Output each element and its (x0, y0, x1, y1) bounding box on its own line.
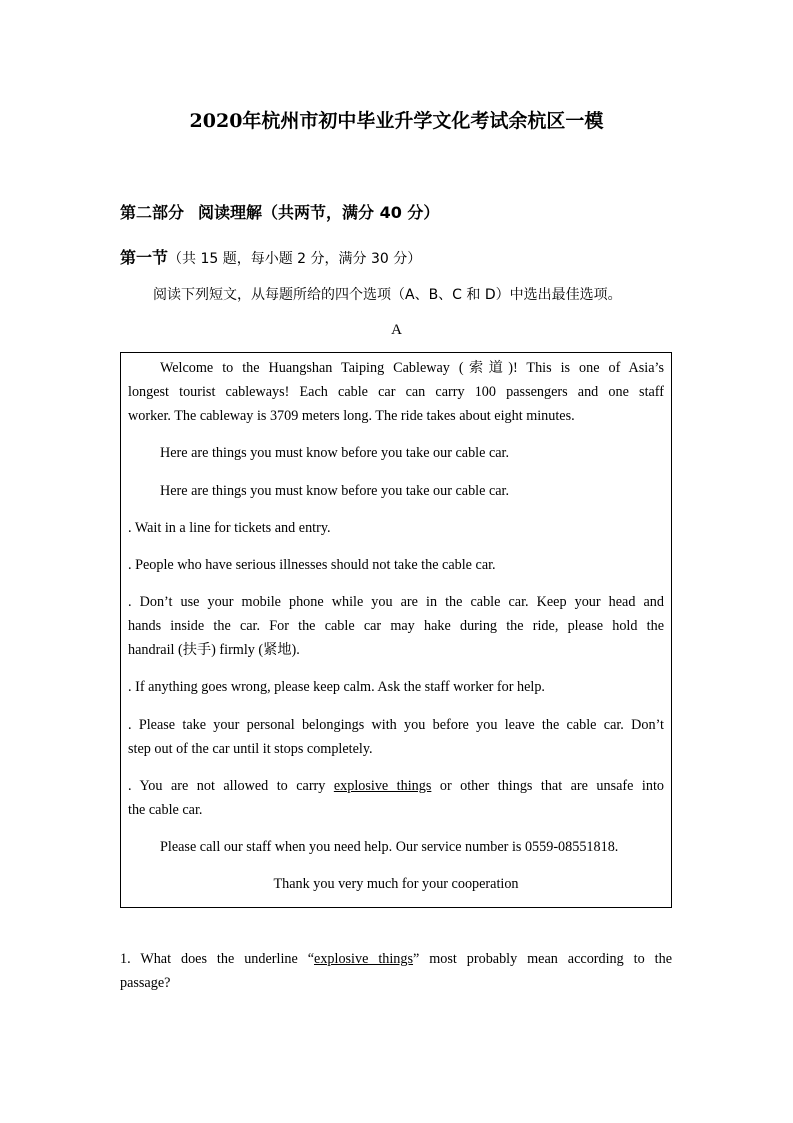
question-1 (120, 947, 672, 995)
passage-intro-line-1: Welcome to the Huangshan Taiping Cableway (索道)! This is one of Asia’s (160, 360, 664, 376)
question-1-line-2: passage? (120, 975, 171, 991)
part-name: 阅读理解（共两节，满分 40 分） (198, 203, 440, 222)
rule-item-phone-line-1: . Don’t use your mobile phone while you are in the cable car. Keep your head and (128, 594, 664, 610)
question-1-pre: 1. What does the underline “ (120, 951, 315, 967)
rule-item-explosives-line-1 (128, 774, 664, 798)
exam-title: 2020年杭州市初中毕业升学文化考试余杭区一模 (189, 110, 604, 132)
rule-item-explosives-pre: . You are not allowed to carry (128, 778, 326, 794)
rule-item-phone-line-3: handrail (扶手) firmly (紧地). (128, 642, 300, 658)
section-label: 第一节 (120, 248, 169, 267)
rule-item-phone-line-2: hands inside the car. For the cable car may hake during the ride, please hold the (128, 618, 664, 634)
part-heading (120, 200, 439, 223)
part-label: 第二部分 (120, 203, 185, 222)
rule-item-tickets: . Wait in a line for tickets and entry. (128, 520, 331, 536)
section-detail: （共 15 题，每小题 2 分，满分 30 分） (168, 251, 422, 267)
underlined-term: explosive things (333, 778, 432, 794)
passage-intro-line-3: worker. The cableway is 3709 meters long. The ride takes about eight minutes. (128, 408, 575, 424)
question-1-line-1 (120, 947, 672, 971)
question-1-post: ” most probably mean according to the (413, 951, 672, 967)
rule-item-keep-calm: . If anything goes wrong, please keep calm. Ask the staff worker for help. (128, 679, 545, 695)
passage-box (120, 352, 672, 908)
passage-notice-line-repeat: Here are things you must know before you take our cable car. (160, 483, 510, 499)
service-contact: Please call our staff when you need help. Our service number is 0559-08551818. (160, 839, 619, 855)
thanks-line: Thank you very much for your cooperation (273, 876, 519, 892)
rule-item-explosives-line-2: the cable car. (128, 802, 203, 818)
rule-item-belongings-line-1: . Please take your personal belongings with you before you leave the cable car. Don’t (128, 717, 664, 733)
passage-notice-line: Here are things you must know before you take our cable car. (160, 445, 510, 461)
passage-intro-line-2: longest tourist cableways! Each cable car can carry 100 passengers and one staff (128, 384, 664, 400)
rule-item-belongings-line-2: step out of the car until it stops completely. (128, 741, 373, 757)
section-heading (120, 245, 421, 268)
rule-item-explosives-post: or other things that are unsafe into (439, 778, 664, 794)
reading-instructions: 阅读下列短文，从每题所给的四个选项（A、B、C 和 D）中选出最佳选项。 (153, 287, 622, 303)
rule-item-illnesses: . People who have serious illnesses should not take the cable car. (128, 557, 496, 573)
passage-label: A (391, 322, 402, 338)
question-1-underlined-term: explosive things (314, 951, 414, 967)
